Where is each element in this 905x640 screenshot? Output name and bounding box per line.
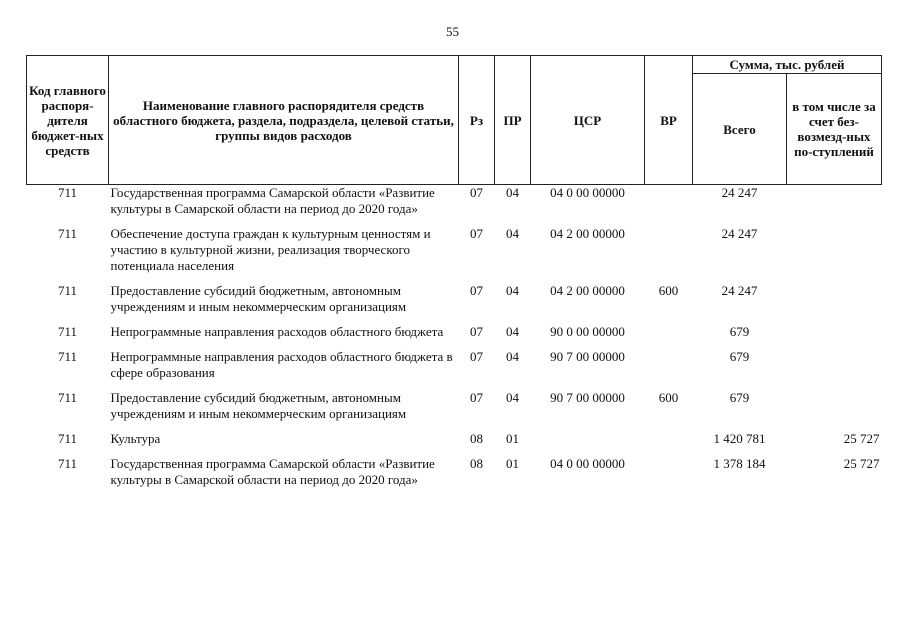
cell-vr: 600	[658, 390, 679, 405]
cell-code: 711	[57, 390, 78, 405]
cell-total: 24 247	[721, 226, 758, 241]
cell-total: 24 247	[721, 283, 758, 298]
cell-name: Непрограммные направления расходов областного бюджета в сфере образования	[110, 349, 453, 380]
cell-csr	[531, 431, 645, 456]
cell-free: 25 727	[843, 456, 880, 471]
cell-pr: 04	[506, 390, 519, 405]
cell-vr	[645, 431, 693, 456]
cell-vr	[645, 349, 693, 390]
cell-code: 711	[57, 324, 78, 339]
cell-csr: 04 2 00 00000	[550, 226, 625, 241]
cell-name: Государственная программа Самарской области «Развитие культуры в Самарской области на период до 2020 года»	[110, 456, 435, 487]
header-pr: ПР	[495, 56, 531, 185]
header-sum: Сумма, тыс. рублей	[693, 56, 882, 74]
table-row	[27, 456, 882, 497]
cell-total: 1 420 781	[713, 431, 766, 446]
cell-vr	[645, 185, 693, 227]
cell-vr	[645, 226, 693, 283]
cell-vr	[645, 324, 693, 349]
header-csr: ЦСР	[531, 56, 645, 185]
table-row	[27, 283, 882, 324]
cell-code: 711	[57, 226, 78, 241]
cell-free: 25 727	[843, 431, 880, 446]
cell-rz: 07	[470, 349, 483, 364]
cell-pr: 04	[506, 324, 519, 339]
cell-pr: 01	[506, 456, 519, 471]
table-row	[27, 226, 882, 283]
cell-free	[787, 349, 882, 390]
cell-pr: 01	[506, 431, 519, 446]
budget-table	[26, 55, 882, 497]
table-row	[27, 185, 882, 227]
cell-code: 711	[57, 456, 78, 471]
table-row	[27, 390, 882, 431]
cell-free	[787, 226, 882, 283]
cell-total: 24 247	[721, 185, 758, 200]
cell-name: Предоставление субсидий бюджетным, автономным учреждениям и иным некоммерческим организациям	[110, 283, 407, 314]
cell-pr: 04	[506, 185, 519, 200]
table-body	[27, 185, 882, 498]
header-rz: Рз	[459, 56, 495, 185]
cell-csr: 04 2 00 00000	[550, 283, 625, 298]
cell-code: 711	[57, 283, 78, 298]
cell-pr: 04	[506, 283, 519, 298]
header-free: в том числе за счет без-возмезд-ных по-ступлений	[787, 74, 882, 185]
table-row	[27, 431, 882, 456]
cell-rz: 07	[470, 390, 483, 405]
cell-total: 1 378 184	[713, 456, 766, 471]
table-row	[27, 349, 882, 390]
cell-free	[787, 324, 882, 349]
cell-free	[787, 283, 882, 324]
cell-csr: 90 7 00 00000	[550, 349, 625, 364]
cell-pr: 04	[506, 349, 519, 364]
cell-name: Культура	[110, 431, 161, 446]
cell-free	[787, 390, 882, 431]
cell-total: 679	[729, 324, 750, 339]
cell-code: 711	[57, 431, 78, 446]
cell-pr: 04	[506, 226, 519, 241]
cell-name: Обеспечение доступа граждан к культурным ценностям и участию в культурной жизни, реализация творческого потенциала населения	[110, 226, 431, 273]
cell-rz: 07	[470, 185, 483, 200]
cell-csr: 90 0 00 00000	[550, 324, 625, 339]
cell-rz: 07	[470, 226, 483, 241]
cell-name: Предоставление субсидий бюджетным, автономным учреждениям и иным некоммерческим организациям	[110, 390, 407, 421]
header-name: Наименование главного распорядителя средств областного бюджета, раздела, подраздела, целевой статьи, группы видов расходов	[109, 56, 459, 185]
cell-rz: 07	[470, 283, 483, 298]
cell-total: 679	[729, 390, 750, 405]
cell-name: Непрограммные направления расходов областного бюджета	[110, 324, 444, 339]
table-row	[27, 324, 882, 349]
cell-rz: 08	[470, 456, 483, 471]
cell-csr: 90 7 00 00000	[550, 390, 625, 405]
cell-csr: 04 0 00 00000	[550, 456, 625, 471]
cell-code: 711	[57, 185, 78, 200]
cell-vr: 600	[658, 283, 679, 298]
cell-csr: 04 0 00 00000	[550, 185, 625, 200]
header-vr: ВР	[645, 56, 693, 185]
cell-rz: 08	[470, 431, 483, 446]
cell-vr	[645, 456, 693, 497]
cell-rz: 07	[470, 324, 483, 339]
cell-code: 711	[57, 349, 78, 364]
cell-name: Государственная программа Самарской области «Развитие культуры в Самарской области на период до 2020 года»	[110, 185, 435, 216]
cell-total: 679	[729, 349, 750, 364]
cell-free	[787, 185, 882, 227]
header-code: Код главного распоря-дителя бюджет-ных средств	[27, 56, 109, 185]
table-header	[27, 56, 882, 185]
page-number: 55	[446, 24, 459, 39]
header-total: Всего	[693, 74, 787, 185]
